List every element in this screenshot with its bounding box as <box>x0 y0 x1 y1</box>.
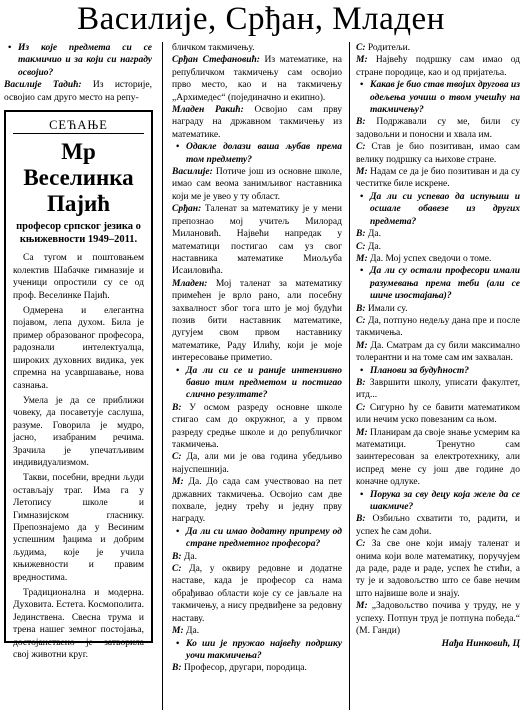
interview-answer <box>356 253 520 265</box>
interview-answer <box>172 278 342 365</box>
answer-text: Планирам да своје знање усмерим ка математици. Тренутно сам заинтересован за електротехнику, али испред мене су још две године до коначне одлуке. <box>356 427 521 488</box>
column-divider <box>349 42 350 710</box>
speaker-name: М: <box>356 427 368 438</box>
answer-text: У осмом разреду основне школе стигао сам до окружног, а у првом разреду средње школе и до републичког такмичења. <box>172 402 342 450</box>
interview-answer <box>172 551 342 563</box>
speaker-name: В: <box>356 514 366 525</box>
author-signature: Нађа Нинковић, Ц <box>441 638 520 649</box>
speaker-name: Василије: <box>172 167 213 178</box>
paragraph: бличком такмичењу. <box>172 43 255 53</box>
interview-answer <box>172 166 342 203</box>
answer-text: „Задовољство почива у труду, не у успеху. Потпун труд је потпуна победа.“ (М. Ганди) <box>356 601 520 637</box>
column-divider <box>162 42 163 710</box>
interview-answer <box>356 315 520 340</box>
answer-text: Надам се да је био позитиван и да су честитке биле искрене. <box>356 167 520 190</box>
interview-question: • Одакле долази ваша љубав према том предмету? <box>172 141 342 166</box>
answer-text: Да. До сада сам учествовао на пет државних такмичења. Освојио сам две похвале, једну трећу и једну прву награду. <box>172 477 342 525</box>
answer-text: Подржавали су ме, били су задовољни и поносни и хвала им. <box>356 117 520 140</box>
answer-text: Да. <box>365 241 381 252</box>
memorial-body <box>13 252 144 661</box>
interview-question: • Какав је био став твојих другова из одељења уочиш о твом учешћу на такмичењу? <box>356 79 520 116</box>
answer-text: Таленат за математику је у мени препознао мој учитељ Милорад Милановић. Највећи напредак у математици постигао сам уз свог наставника математике Миољуба Исаиловића. <box>172 204 342 277</box>
speaker-name: М: <box>356 601 368 612</box>
memorial-paragraph: Умела је да се приближи човеку, да посаветује саслуша, разуме. Говорила је мудро, јасно, изабраним речима. Зрачила је упечатљивим индивидуализмом. <box>13 395 144 468</box>
interview-answer <box>356 513 520 538</box>
interview-answer <box>356 303 520 315</box>
interview-question: • Да ли си имао додатну припрему од стране предметног професора? <box>172 526 342 551</box>
answer-text: Озбиљно схватити то, радити, и успех ће сам доћи. <box>356 514 520 537</box>
interview-question: • Из које предмета си се такмичио и за који си награду освојио? <box>4 42 152 79</box>
answer-text: Да. Мој успех сведочи о томе. <box>367 253 492 264</box>
interview-answer <box>356 538 520 600</box>
memorial-subtitle: професор српског језика о књижевности 1949–2011. <box>16 221 141 245</box>
interview-question: • Да ли си успевао да испуњиш и осшале обавезе из других предмета? <box>356 191 520 228</box>
interview-answer <box>356 228 520 240</box>
answer-text: Да. Сматрам да су били максимално толерантни и на томе сам им захвалан. <box>356 340 520 364</box>
column-1-interview-start <box>4 42 152 104</box>
answer-text: Да. <box>181 551 197 562</box>
answer-text: Освојио сам прву награду на државном такмичењу из математике. <box>172 105 343 140</box>
answer-text: Да, потпуно недељу дана пре и после такмичења. <box>356 315 520 339</box>
answer-text: Родитељи. <box>365 43 411 53</box>
interview-answer <box>172 476 342 526</box>
column-2 <box>172 42 342 710</box>
interview-question: • Да ли си се и раније интензивно бавио тим предметом и постигао слично резултате? <box>172 365 342 402</box>
headline: Василије, Срђан, Младен <box>77 1 445 37</box>
answer-text: Да. <box>183 626 200 637</box>
speaker-name: М: <box>356 253 368 264</box>
speaker-name: С: <box>356 43 366 53</box>
speaker-name: М: <box>172 477 184 488</box>
interview-answer <box>172 54 342 104</box>
speaker-name: С: <box>172 564 182 575</box>
answer-text: Мој таленат за математику примећен је врло рано, али посебну захвалност због тога што је мој будући позив бити наставник математике, дугујем свом првом наставнику математике, Раду Илићу, који је моје интересовање приметио. <box>172 278 342 364</box>
speaker-name: Младен: <box>172 278 208 289</box>
interview-answer <box>4 79 152 104</box>
speaker-name: Младен Ракић: <box>172 105 244 116</box>
speaker-name: М: <box>356 167 368 178</box>
interview-answer <box>356 427 520 489</box>
interview-question: • Ко ши је пружао највећу подршку уочи такмичења? <box>172 638 342 663</box>
interview-question: • Да ли су остали професори имали разумевања према теби (али се шиче изостајања)? <box>356 265 520 302</box>
interview-answer <box>356 166 520 191</box>
answer-text: Став је био позитиван, имао сам велику подршку са њихове стране. <box>356 142 520 165</box>
interview-answer <box>172 625 342 637</box>
interview-answer <box>356 600 520 637</box>
speaker-name: В: <box>356 117 366 128</box>
memorial-paragraph: Традиционална и модерна. Духовита. Естета. Космополита. Јединствена. Свесна трума и трена нашег земног постојања, достојанствено је затворила свој животни круг. <box>13 588 145 661</box>
speaker-name: С: <box>356 142 366 153</box>
answer-text: Највећу подршку сам имао од стране породице, као и од пријатеља. <box>356 55 520 78</box>
memorial-paragraph: Такви, посебни, вредни људи остављају траг. Има га у Летопису школе и Гимназијском гласнику. Препознајемо да у Весиним успешним ђацима и добрим људима, које је учила књижевности и правим вредностима. <box>13 473 144 583</box>
memorial-title: Мр Веселинка Пајић <box>23 139 134 217</box>
answer-text: Завршити школу, уписати факултет, итд... <box>356 377 520 401</box>
interview-answer <box>172 104 342 141</box>
column-3 <box>356 42 520 710</box>
interview-question: • Порука за сву децу која желе да се шакмиче? <box>356 489 520 514</box>
answer-text: Да, у оквиру редовне и додатне наставе, када је професор са нама обрађивао области које су се јављале на такмичењу, а нису предвиђене за редовну наставу. <box>172 564 342 624</box>
answer-text: Из математике, на републичком такмичењу сам освојио прво место, као и на такмичењу „Архимедес“ (појединачно и екипно). <box>172 55 343 103</box>
memorial-box <box>4 110 153 661</box>
speaker-name: М: <box>356 55 368 66</box>
speaker-name: С: <box>172 452 182 463</box>
speaker-name: Срђан: <box>172 204 202 215</box>
answer-text: Професор, другари, породица. <box>181 663 307 674</box>
column-1 <box>4 42 152 710</box>
interview-answer <box>172 563 342 625</box>
speaker-name: М: <box>356 340 368 351</box>
speaker-name: В: <box>172 402 182 413</box>
memorial-paragraph: Са тугом и поштовањем колектив Шабачке гимназије и ученици опростили су се од проф. Веселинке Пајић. <box>13 253 144 301</box>
interview-answer <box>356 54 520 79</box>
speaker-name: В: <box>172 663 182 674</box>
interview-answer <box>356 241 520 253</box>
answer-text: Сигурно ћу се бавити математиком или нечим уско повезаним са њом. <box>356 402 520 426</box>
interview-answer <box>356 340 520 365</box>
interview-question: • Планови за будућност? <box>356 365 520 377</box>
answer-text: Имали су. <box>365 303 408 314</box>
interview-answer <box>356 402 520 427</box>
interview-answer <box>356 141 520 166</box>
speaker-name: В: <box>356 229 366 240</box>
speaker-name: С: <box>356 402 366 413</box>
memorial-paragraph: Одмерена и елегантна појавом, лепа духом. Била је пример образованог професора, радознали интелектуалца, широких духовних видика, уек спремна на усавршавање, нова сазнања. <box>13 306 144 391</box>
interview-answer <box>356 42 520 54</box>
interview-answer <box>356 377 520 402</box>
speaker-name: С: <box>356 241 366 252</box>
speaker-name: С: <box>356 315 366 326</box>
answer-text: Из историје, освојио сам друго место на репу- <box>4 80 152 103</box>
interview-answer <box>172 451 342 476</box>
answer-text: Да, али ми је ова година убедљиво најуспешнија. <box>172 452 342 475</box>
speaker-name: В: <box>172 551 182 562</box>
answer-text: За све оне који имају таленат и онима који воле математику, поручујем да раде, раде и раде, успех ће стићи, а ту је и задовољство што се баве нечим што највише воле и знају. <box>356 539 520 599</box>
speaker-name: М: <box>172 626 184 637</box>
speaker-name: В: <box>356 377 366 388</box>
speaker-name: В: <box>356 303 366 314</box>
interview-answer <box>356 116 520 141</box>
interview-answer <box>172 662 342 674</box>
speaker-name: Василије Тадић: <box>4 80 82 91</box>
speaker-name: С: <box>356 539 366 550</box>
memorial-label: СЕЋАЊЕ <box>13 117 144 134</box>
interview-answer <box>172 203 342 277</box>
interview-answer <box>172 402 342 452</box>
answer-text: Потиче још из основне школе, имао сам веома занимљивог наставника који ме је увео у ту област. <box>172 167 342 202</box>
answer-text: Да. <box>365 229 381 240</box>
speaker-name: Срђан Стефановић: <box>172 55 260 66</box>
